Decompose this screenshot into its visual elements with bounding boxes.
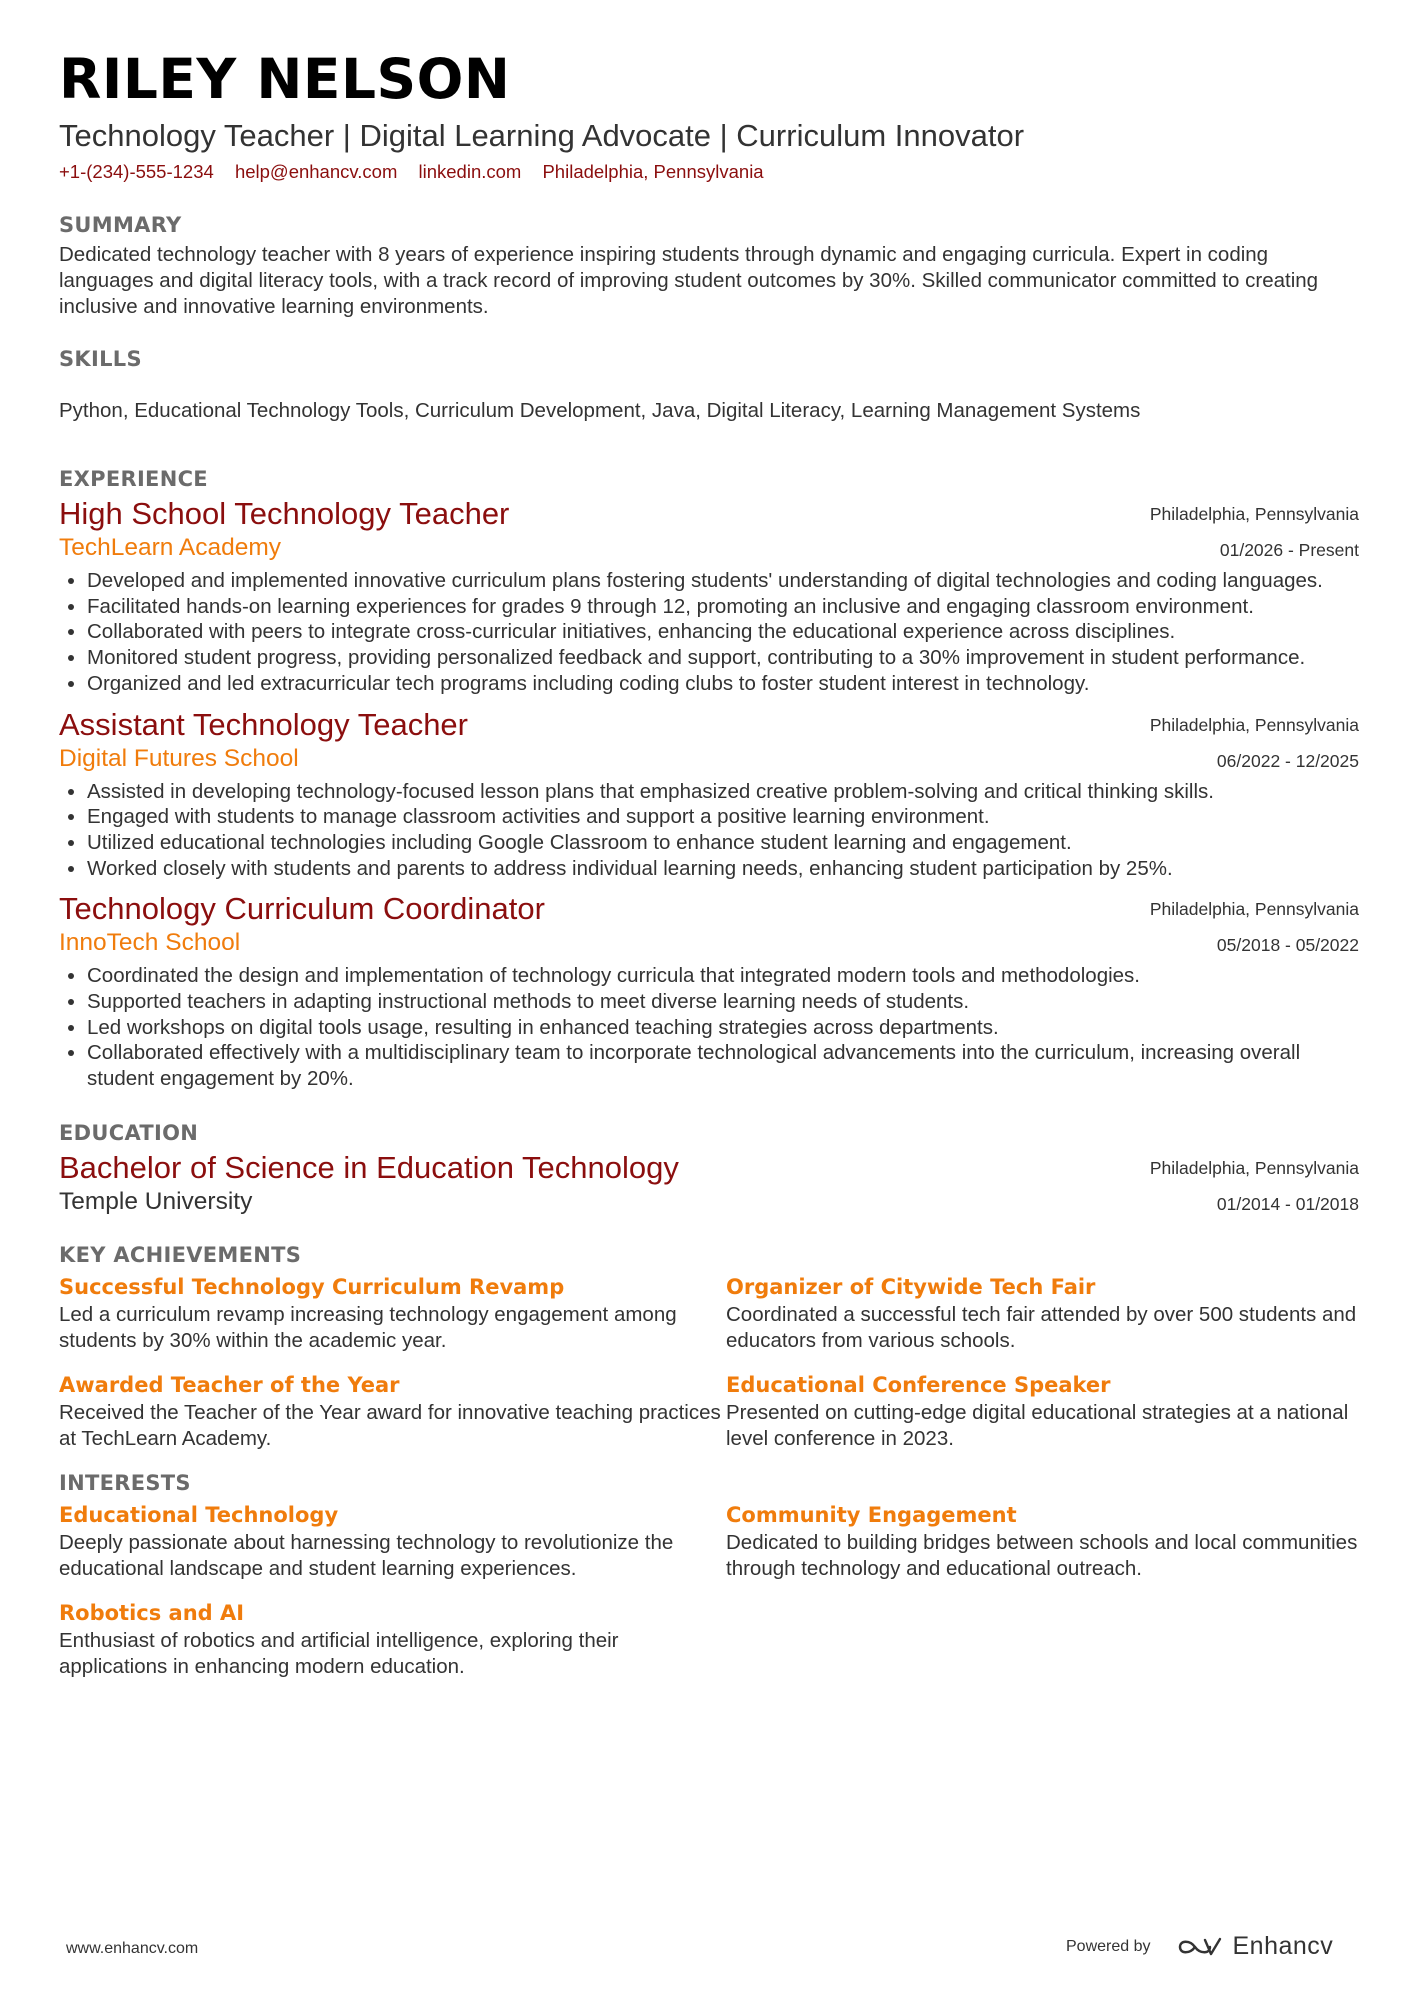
experience-section	[59, 464, 1359, 1092]
job-dates: 06/2022 - 12/2025	[1216, 750, 1359, 771]
section-title-education: EDUCATION	[59, 1120, 199, 1145]
candidate-name: RILEY NELSON	[59, 47, 511, 111]
location-text: Philadelphia, Pennsylvania	[542, 161, 764, 182]
section-title-experience: EXPERIENCE	[59, 467, 208, 491]
bullet-item: • Developed and implemented innovative curriculum plans fostering students' understanding of digital technologies and coding languages.	[87, 568, 1359, 594]
job-entry	[59, 496, 1359, 697]
interest-desc: Enthusiast of robotics and artificial intelligence, exploring their applications in enhancing modern education.	[59, 1628, 619, 1678]
summary-section	[59, 210, 1359, 320]
bullet-item: • Coordinated the design and implementation of technology curricula that integrated modern tools and methodologies.	[87, 963, 1359, 989]
achievement-item	[59, 1370, 726, 1468]
section-title-interests: INTERESTS	[59, 1470, 191, 1495]
bullet-item: • Collaborated effectively with a multidisciplinary team to incorporate technological advancements into the curriculum, increasing overall student engagement by 20%.	[87, 1040, 1359, 1091]
skills-text: Python, Educational Technology Tools, Curriculum Development, Java, Digital Literacy, Learning Management Systems	[59, 399, 1141, 422]
bullet-item: • Worked closely with students and parents to address individual learning needs, enhancing student participation by 25%.	[87, 856, 1359, 882]
achievements-section	[59, 1240, 1359, 1468]
company-name: TechLearn Academy	[59, 534, 281, 561]
job-entry	[59, 707, 1359, 882]
achievement-desc: Presented on cutting-edge digital educational strategies at a national level conference in 2023.	[726, 1400, 1349, 1450]
phone-link[interactable]: +1-(234)-555-1234	[59, 161, 214, 182]
job-dates: 05/2018 - 05/2022	[1216, 935, 1359, 956]
interest-item	[59, 1500, 726, 1598]
bullet-item: • Facilitated hands-on learning experiences for grades 9 through 12, promoting an inclusive and engaging classroom environment.	[87, 594, 1359, 620]
bullet-item: • Collaborated with peers to integrate cross-curricular initiatives, enhancing the educational experience across disciplines.	[87, 619, 1359, 645]
job-bullets	[59, 568, 1359, 697]
achievement-title: Successful Technology Curriculum Revamp	[59, 1274, 565, 1299]
achievement-desc: Received the Teacher of the Year award for innovative teaching practices at TechLearn Academy.	[59, 1400, 721, 1450]
job-meta	[1150, 496, 1359, 568]
education-meta	[1150, 1150, 1359, 1222]
education-dates: 01/2014 - 01/2018	[1216, 1193, 1359, 1214]
degree-title: Bachelor of Science in Education Technology	[59, 1149, 679, 1185]
section-title-skills: SKILLS	[59, 347, 142, 371]
job-meta	[1150, 707, 1359, 779]
interests-grid	[59, 1500, 1359, 1696]
achievement-item	[726, 1272, 1359, 1370]
headline: Technology Teacher | Digital Learning Advocate | Curriculum Innovator	[59, 118, 1025, 153]
bullet-item: • Led workshops on digital tools usage, resulting in enhanced teaching strategies across departments.	[87, 1015, 1359, 1041]
education-location: Philadelphia, Pennsylvania	[1149, 1157, 1359, 1178]
powered-by-text: Powered by	[1066, 1937, 1151, 1955]
email-link[interactable]: help@enhancv.com	[234, 161, 398, 182]
footer-branding	[1066, 1932, 1333, 1961]
achievement-title: Awarded Teacher of the Year	[59, 1372, 400, 1397]
interest-item	[59, 1598, 726, 1696]
resume-page	[59, 40, 1359, 1696]
job-location: Philadelphia, Pennsylvania	[1149, 504, 1359, 524]
enhancv-logo-icon	[1177, 1936, 1223, 1958]
bullet-item: • Monitored student progress, providing personalized feedback and support, contributing to a 30% improvement in student performance.	[87, 645, 1359, 671]
job-dates: 01/2026 - Present	[1219, 540, 1359, 560]
linkedin-link[interactable]: linkedin.com	[418, 161, 522, 182]
job-meta	[1150, 891, 1359, 963]
job-location: Philadelphia, Pennsylvania	[1149, 714, 1359, 735]
bullet-item: • Engaged with students to manage classroom activities and support a positive learning environment.	[87, 804, 1359, 830]
bullet-item: • Assisted in developing technology-focused lesson plans that emphasized creative problem-solving and critical thinking skills.	[87, 779, 1359, 805]
job-title: Assistant Technology Teacher	[59, 706, 468, 742]
interest-title: Community Engagement	[726, 1502, 1017, 1527]
brand-name: Enhancv	[1232, 1932, 1334, 1960]
skills-section	[59, 344, 1359, 424]
interests-section	[59, 1468, 1359, 1696]
bullet-item: • Organized and led extracurricular tech programs including coding clubs to foster student interest in technology.	[87, 671, 1359, 697]
company-name: Digital Futures School	[59, 744, 299, 772]
achievement-item	[59, 1272, 726, 1370]
section-title-summary: SUMMARY	[59, 213, 182, 237]
achievement-item	[726, 1370, 1359, 1468]
achievement-desc: Led a curriculum revamp increasing technology engagement among students by 30% within the academic year.	[59, 1302, 677, 1352]
summary-text: Dedicated technology teacher with 8 years of experience inspiring students through dynamic and engaging curricula. Expert in coding languages and digital literacy tools, with a track record of improving student outcomes by 30%. Skilled communicator committed to creating inclusive and innovative learning environments.	[59, 243, 1319, 318]
achievements-grid	[59, 1272, 1359, 1468]
interest-desc: Dedicated to building bridges between schools and local communities through technology and educational outreach.	[726, 1530, 1358, 1580]
achievement-title: Organizer of Citywide Tech Fair	[726, 1274, 1096, 1299]
school-name: Temple University	[59, 1187, 253, 1215]
education-section	[59, 1118, 1359, 1218]
job-bullets	[59, 779, 1359, 882]
bullet-item: • Utilized educational technologies including Google Classroom to enhance student learning and engagement.	[87, 830, 1359, 856]
bullet-item: • Supported teachers in adapting instructional methods to meet diverse learning needs of students.	[87, 989, 1359, 1015]
job-location: Philadelphia, Pennsylvania	[1149, 899, 1359, 920]
job-title: High School Technology Teacher	[59, 496, 510, 531]
job-title: Technology Curriculum Coordinator	[59, 891, 545, 927]
company-name: InnoTech School	[59, 929, 241, 957]
contact-info	[59, 160, 1359, 184]
footer-website-link[interactable]: www.enhancv.com	[66, 1940, 199, 1957]
interest-title: Robotics and AI	[59, 1600, 245, 1625]
achievement-title: Educational Conference Speaker	[726, 1372, 1111, 1397]
education-entry	[59, 1150, 1359, 1218]
job-bullets	[59, 963, 1359, 1092]
interest-title: Educational Technology	[59, 1502, 339, 1527]
section-title-achievements: KEY ACHIEVEMENTS	[59, 1242, 302, 1267]
job-entry	[59, 891, 1359, 1092]
interest-desc: Deeply passionate about harnessing technology to revolutionize the educational landscape and student learning experiences.	[59, 1530, 674, 1580]
interest-item	[726, 1500, 1359, 1598]
achievement-desc: Coordinated a successful tech fair attended by over 500 students and educators from various schools.	[726, 1302, 1357, 1352]
